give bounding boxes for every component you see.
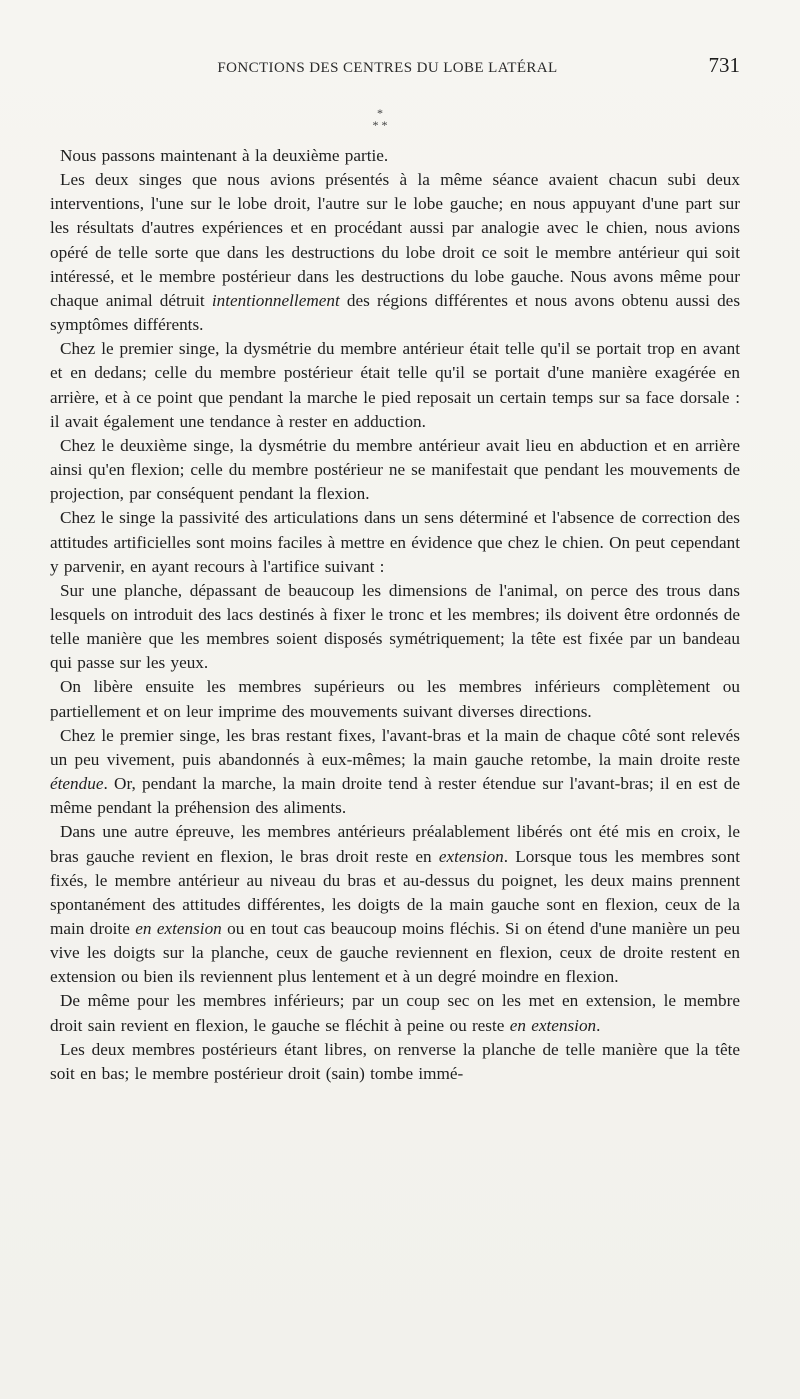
paragraph-10-part-a: De même pour les membres inférieurs; par un coup sec on les met en extension, le membre droit sain revient en flexion, le gauche se fléchit à peine ou reste [50, 991, 740, 1035]
paragraph-6: Sur une planche, dépassant de beaucoup les dimensions de l'animal, on perce des trous dans lesquels on introduit des lacs destinés à fixer le tronc et les membres; ils doivent être ordonnés de telle manière que les membres soient disposés symétriquement; la tête est fixée par un bandeau qui passe sur les yeux. [50, 580, 740, 673]
paragraph-1: Nous passons maintenant à la deuxième partie. [60, 146, 389, 165]
paragraph-2-part-b: des régions différentes et nous avons obtenu aussi des symptômes différents. [50, 290, 741, 335]
paragraph-8 [50, 724, 740, 821]
paragraph-10-italic: en extension [509, 1015, 597, 1035]
running-head: FONCTIONS DES CENTRES DU LOBE LATÉRAL [217, 60, 558, 76]
paragraph-9-italic-2: en extension [135, 919, 222, 938]
paragraph-7: On libère ensuite les membres supérieurs ou les membres inférieurs complètement ou partiellement et on leur imprime des mouvements suivant diverses directions. [50, 677, 740, 721]
paragraph-10-part-b: . [596, 1015, 601, 1035]
paragraph-2-italic: intentionnellement [211, 290, 340, 310]
paragraph-2-part-a: Les deux singes que nous avions présentés à la même séance avaient chacun subi deux interventions, l'une sur le lobe droit, l'autre sur le lobe gauche; en nous appuyant d'une part sur les résultats d'autres expériences et en procédant aussi par analogie avec le chien, nous avions opéré de telle sorte que dans les destructions du lobe droit ce soit le membre antérieur qui soit intéressé, et le membre postérieur dans les destructions du lobe gauche. Nous avons même pour chaque animal détruit [50, 170, 740, 310]
asterism-top: * [377, 106, 383, 120]
paragraph-8-part-b: . Or, pendant la marche, la main droite tend à rester étendue sur l'avant-bras; il en est de même pendant la préhension des aliments. [50, 774, 740, 818]
paragraph-9 [50, 820, 740, 989]
asterism-bottom: * * [372, 118, 388, 132]
paragraph-5: Chez le singe la passivité des articulations dans un sens déterminé et l'absence de correction des attitudes artificielles sont moins faciles à mettre en évidence que chez le chien. On peut cependant y parvenir, en ayant recours à l'artifice suivant : [50, 508, 740, 576]
paragraph-11: Les deux membres postérieurs étant libres, on renverse la planche de telle manière que la tête soit en bas; le membre postérieur droit (sain) tombe immé- [50, 1039, 740, 1083]
page-number: 731 [708, 53, 740, 77]
paragraph-3: Chez le premier singe, la dysmétrie du membre antérieur était telle qu'il se portait trop en avant et en dedans; celle du membre postérieur était telle qu'il se portait d'une manière exagérée en arrière, et à ce point que pendant la marche le pied reposait un certain temps sur sa face dorsale : il avait également une tendance à rester en adduction. [50, 339, 740, 431]
body-text [50, 144, 740, 1086]
paragraph-10 [50, 989, 740, 1037]
paragraph-4: Chez le deuxième singe, la dysmétrie du membre antérieur avait lieu en abduction et en arrière ainsi qu'en flexion; celle du membre postérieur ne se manifestait que pendant les mouvements de projection, par conséquent pendant la flexion. [50, 435, 740, 504]
asterism-separator [360, 107, 400, 131]
paragraph-8-part-a: Chez le premier singe, les bras restant fixes, l'avant-bras et la main de chaque côté sont relevés un peu vivement, puis abandonnés à eux-mêmes; la main gauche retombe, la main droite reste [50, 725, 740, 769]
paragraph-9-part-c: ou en tout cas beaucoup moins fléchis. Si on étend d'une manière un peu vive les doigts sur la planche, ceux de gauche reviennent en flexion, ceux de droite restent en extension ou bien ils reviennent plus lentement et à un degré moindre en flexion. [50, 919, 740, 987]
paragraph-8-italic: étendue [50, 774, 104, 794]
paragraph-9-italic-1: extension [438, 846, 504, 866]
paragraph-9-part-b: . Lorsque tous les membres sont fixés, le membre antérieur au niveau du bras et au-dessus du poignet, les deux mains prennent spontanément des attitudes différentes, les doigts de la main gauche sont en flexion, ceux de la main droite [50, 846, 740, 938]
paragraph-2 [50, 168, 740, 337]
paragraph-9-part-a: Dans une autre épreuve, les membres antérieurs préalablement libérés ont été mis en croix, le bras gauche revient en flexion, le bras droit reste en [50, 822, 740, 866]
